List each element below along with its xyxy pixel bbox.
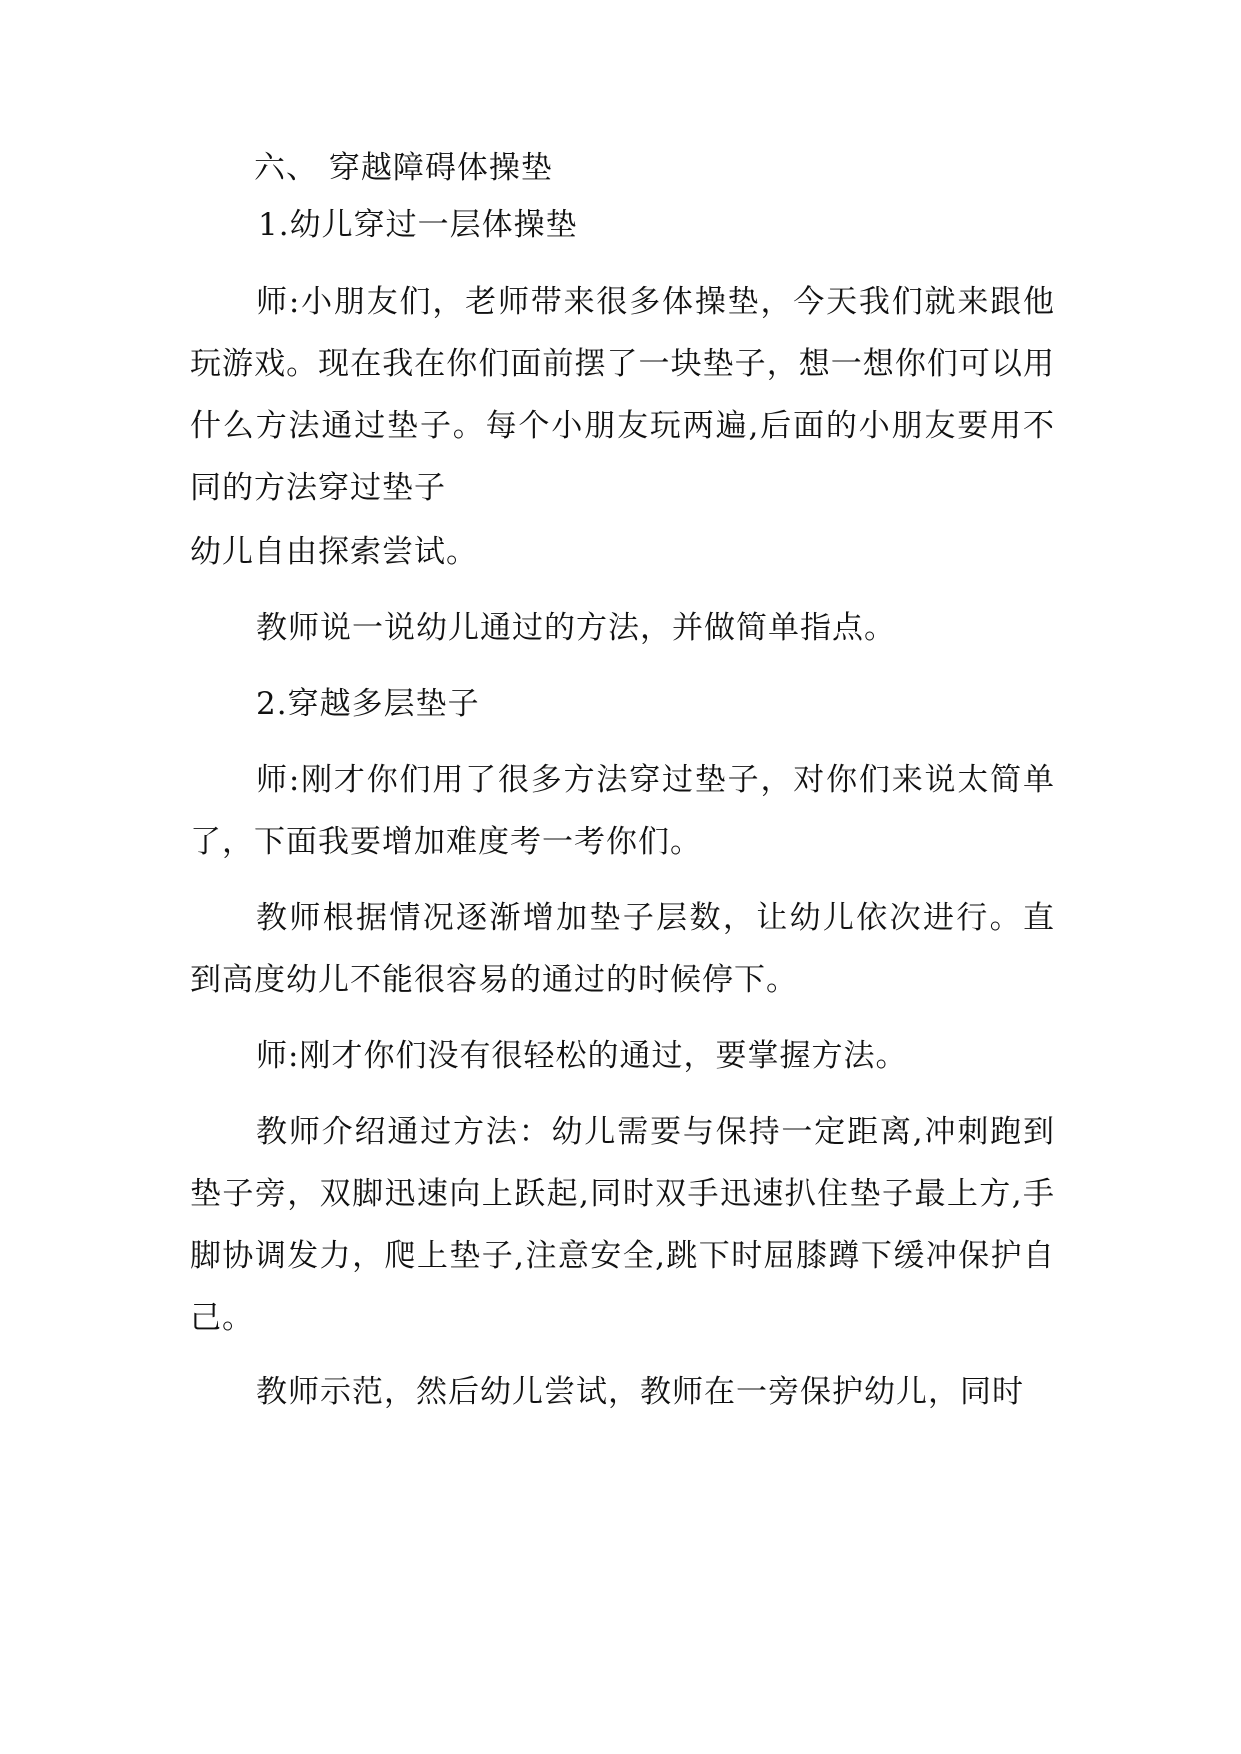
section-heading: 六、 穿越障碍体操垫 — [254, 150, 553, 186]
paragraph-add-layers: 教师根据情况逐渐增加垫子层数，让幼儿依次进行。直到高度幼儿不能很容易的通过的时候停下。 — [190, 900, 1055, 998]
paragraph-method-explanation: 教师介绍通过方法：幼儿需要与保持一定距离,冲刺跑到垫子旁，双脚迅速向上跃起,同时双手迅速扒住垫子最上方,手脚协调发力，爬上垫子,注意安全,跳下时屈膝蹲下缓冲保护自己。 — [190, 1114, 1055, 1336]
subheading-multi-layer-mats: 2.穿越多层垫子 — [256, 686, 480, 722]
paragraph-free-exploration: 幼儿自由探索尝试。 — [190, 534, 478, 570]
paragraph-master-method: 师:刚才你们没有很轻松的通过，要掌握方法。 — [256, 1038, 908, 1074]
subheading-one-layer-mat: 1.幼儿穿过一层体操垫 — [258, 207, 578, 243]
paragraph-teacher-intro: 师:小朋友们，老师带来很多体操垫，今天我们就来跟他玩游戏。现在我在你们面前摆了一块垫子，想一想你们可以用什么方法通过垫子。每个小朋友玩两遍,后面的小朋友要用不同的方法穿过垫子 — [190, 284, 1055, 506]
paragraph-teacher-comments: 教师说一说幼儿通过的方法，并做简单指点。 — [256, 610, 896, 646]
paragraph-increase-difficulty: 师:刚才你们用了很多方法穿过垫子，对你们来说太简单了，下面我要增加难度考一考你们。 — [190, 762, 1055, 860]
paragraph-demonstration: 教师示范，然后幼儿尝试，教师在一旁保护幼儿，同时 — [256, 1374, 1024, 1410]
